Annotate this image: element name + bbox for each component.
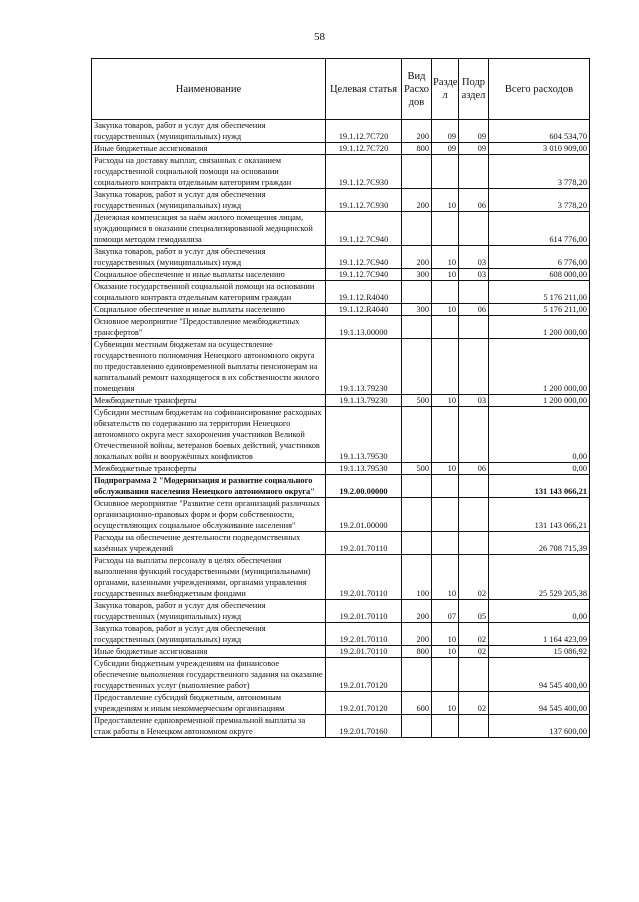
table-row	[92, 623, 590, 646]
cell-amount: 3 010 909,00	[489, 143, 590, 155]
cell-target: 19.1.12.7C720	[326, 143, 402, 155]
cell-target: 19.2.01.00000	[326, 498, 402, 532]
table-row	[92, 246, 590, 269]
header-type: Вид Расхо дов	[402, 59, 432, 120]
cell-amount: 94 545 400,00	[489, 658, 590, 692]
cell-amount: 608 000,00	[489, 269, 590, 281]
cell-name: Закупка товаров, работ и услуг для обеспечения государственных (муниципальных) нужд	[92, 600, 326, 623]
table-body	[92, 120, 590, 738]
cell-section: 10	[432, 246, 459, 269]
cell-section: 10	[432, 269, 459, 281]
cell-target: 19.1.12.R4040	[326, 281, 402, 304]
cell-type: 200	[402, 623, 432, 646]
cell-subsection: 02	[459, 692, 489, 715]
cell-type	[402, 316, 432, 339]
cell-section: 09	[432, 120, 459, 143]
cell-section: 10	[432, 646, 459, 658]
cell-name: Закупка товаров, работ и услуг для обеспечения государственных (муниципальных) нужд	[92, 246, 326, 269]
cell-amount: 604 534,70	[489, 120, 590, 143]
cell-target: 19.1.13.79230	[326, 395, 402, 407]
cell-target: 19.2.01.70110	[326, 555, 402, 600]
cell-type: 800	[402, 143, 432, 155]
table-row	[92, 281, 590, 304]
cell-section: 10	[432, 395, 459, 407]
cell-type	[402, 658, 432, 692]
cell-name: Иные бюджетные ассигнования	[92, 143, 326, 155]
cell-amount: 0,00	[489, 600, 590, 623]
cell-type: 800	[402, 646, 432, 658]
header-subsection: Подр аздел	[459, 59, 489, 120]
cell-amount: 1 200 000,00	[489, 395, 590, 407]
cell-target: 19.1.12.R4040	[326, 304, 402, 316]
header-total: Всего расходов	[489, 59, 590, 120]
cell-amount: 94 545 400,00	[489, 692, 590, 715]
cell-target: 19.1.13.79530	[326, 463, 402, 475]
cell-target: 19.1.13.79230	[326, 339, 402, 395]
cell-name: Субсидии местным бюджетам на софинансирование расходных обязательств по содержанию на территории Ненецкого автономного округа мест захоронения участников Великой Отечественной войны, ветеранов боевых действий, участников локальных войн и вооружённых конфликтов	[92, 407, 326, 463]
cell-section	[432, 316, 459, 339]
cell-section	[432, 212, 459, 246]
cell-name: Оказание государственной социальной помощи на основании социального контракта отдельным категориям граждан	[92, 281, 326, 304]
cell-section: 10	[432, 623, 459, 646]
cell-amount: 15 086,92	[489, 646, 590, 658]
table-row	[92, 463, 590, 475]
table-row	[92, 475, 590, 498]
table-row	[92, 269, 590, 281]
cell-subsection	[459, 532, 489, 555]
cell-name: Субвенции местным бюджетам на осуществление государственного полномочия Ненецкого автономного округа по предоставлению единовременной выплаты пенсионерам на капитальный ремонт находящегося в их собственности жилого помещения	[92, 339, 326, 395]
cell-name: Основное мероприятие "Предоставление межбюджетных трансфертов"	[92, 316, 326, 339]
cell-type	[402, 281, 432, 304]
table-header-row	[92, 59, 590, 120]
cell-subsection	[459, 498, 489, 532]
table-row	[92, 120, 590, 143]
cell-target: 19.2.01.70110	[326, 600, 402, 623]
cell-subsection: 06	[459, 189, 489, 212]
cell-subsection: 06	[459, 304, 489, 316]
cell-name: Основное мероприятие "Развитие сети организаций различных организационно-правовых форм и форм собственности, осуществляющих социальное обслуживание населения"	[92, 498, 326, 532]
cell-subsection	[459, 658, 489, 692]
cell-type: 200	[402, 600, 432, 623]
table-row	[92, 155, 590, 189]
cell-type	[402, 475, 432, 498]
table-row	[92, 189, 590, 212]
table-row	[92, 658, 590, 692]
cell-target: 19.2.01.70160	[326, 715, 402, 738]
table-row	[92, 316, 590, 339]
cell-subsection	[459, 281, 489, 304]
cell-subsection: 02	[459, 555, 489, 600]
cell-subsection: 06	[459, 463, 489, 475]
cell-name: Иные бюджетные ассигнования	[92, 646, 326, 658]
cell-type	[402, 155, 432, 189]
cell-name: Межбюджетные трансферты	[92, 463, 326, 475]
table-row	[92, 498, 590, 532]
table-row	[92, 395, 590, 407]
cell-subsection: 03	[459, 395, 489, 407]
cell-target: 19.1.12.7C930	[326, 189, 402, 212]
cell-target: 19.1.13.00000	[326, 316, 402, 339]
cell-amount: 137 600,00	[489, 715, 590, 738]
cell-type: 200	[402, 120, 432, 143]
cell-subsection	[459, 316, 489, 339]
cell-target: 19.2.01.70120	[326, 692, 402, 715]
cell-name: Подпрограмма 2 "Модернизация и развитие социального обслуживания населения Ненецкого автономного округа"	[92, 475, 326, 498]
cell-type: 300	[402, 269, 432, 281]
table-row	[92, 646, 590, 658]
cell-section	[432, 532, 459, 555]
cell-section: 07	[432, 600, 459, 623]
cell-subsection	[459, 475, 489, 498]
cell-type	[402, 532, 432, 555]
cell-subsection: 02	[459, 646, 489, 658]
table-row	[92, 555, 590, 600]
cell-type	[402, 212, 432, 246]
cell-target: 19.1.12.7C940	[326, 212, 402, 246]
cell-name: Расходы на выплаты персоналу в целях обеспечения выполнения функций государственными (муниципальными) органами, казенными учреждениями, органами управления государственных внебюджетным фондами	[92, 555, 326, 600]
cell-type: 500	[402, 395, 432, 407]
cell-amount: 0,00	[489, 407, 590, 463]
cell-type: 200	[402, 246, 432, 269]
cell-subsection: 09	[459, 120, 489, 143]
cell-target: 19.2.01.70110	[326, 623, 402, 646]
cell-section	[432, 715, 459, 738]
cell-subsection	[459, 715, 489, 738]
header-target: Целевая статья	[326, 59, 402, 120]
table-row	[92, 304, 590, 316]
cell-subsection: 03	[459, 269, 489, 281]
cell-type: 500	[402, 463, 432, 475]
cell-name: Закупка товаров, работ и услуг для обеспечения государственных (муниципальных) нужд	[92, 189, 326, 212]
cell-target: 19.2.00.00000	[326, 475, 402, 498]
table-row	[92, 692, 590, 715]
cell-section	[432, 407, 459, 463]
cell-type: 600	[402, 692, 432, 715]
cell-subsection	[459, 407, 489, 463]
cell-target: 19.1.13.79530	[326, 407, 402, 463]
cell-amount: 1 200 000,00	[489, 339, 590, 395]
cell-amount: 6 776,00	[489, 246, 590, 269]
cell-section	[432, 498, 459, 532]
cell-amount: 3 778,20	[489, 155, 590, 189]
cell-amount: 5 176 211,00	[489, 281, 590, 304]
cell-section	[432, 339, 459, 395]
cell-type	[402, 498, 432, 532]
cell-section	[432, 155, 459, 189]
cell-name: Предоставление единовременной премиальной выплаты за стаж работы в Ненецком автономном округе	[92, 715, 326, 738]
cell-section: 10	[432, 304, 459, 316]
table-row	[92, 407, 590, 463]
cell-type	[402, 339, 432, 395]
cell-name: Расходы на обеспечение деятельности подведомственных казённых учреждений	[92, 532, 326, 555]
cell-type	[402, 407, 432, 463]
cell-type: 200	[402, 189, 432, 212]
cell-name: Межбюджетные трансферты	[92, 395, 326, 407]
cell-name: Закупка товаров, работ и услуг для обеспечения государственных (муниципальных) нужд	[92, 623, 326, 646]
table-row	[92, 339, 590, 395]
cell-target: 19.1.12.7C940	[326, 269, 402, 281]
cell-amount: 1 200 000,00	[489, 316, 590, 339]
cell-section: 10	[432, 555, 459, 600]
cell-subsection: 03	[459, 246, 489, 269]
cell-subsection: 09	[459, 143, 489, 155]
cell-target: 19.2.01.70110	[326, 532, 402, 555]
cell-name: Закупка товаров, работ и услуг для обеспечения государственных (муниципальных) нужд	[92, 120, 326, 143]
header-name: Наименование	[92, 59, 326, 120]
cell-name: Предоставление субсидий бюджетным, автономным учреждениям и иным некоммерческим организациям	[92, 692, 326, 715]
cell-type: 100	[402, 555, 432, 600]
cell-amount: 3 778,20	[489, 189, 590, 212]
cell-subsection: 05	[459, 600, 489, 623]
table-row	[92, 143, 590, 155]
cell-name: Субсидии бюджетным учреждениям на финансовое обеспечение выполнения государственного задания на оказание государственных услуг (выполнение работ)	[92, 658, 326, 692]
cell-subsection: 02	[459, 623, 489, 646]
cell-amount: 1 164 423,09	[489, 623, 590, 646]
cell-amount: 131 143 066,21	[489, 498, 590, 532]
cell-section	[432, 658, 459, 692]
cell-section: 10	[432, 189, 459, 212]
cell-type: 300	[402, 304, 432, 316]
page-number: 58	[314, 31, 325, 43]
cell-target: 19.1.12.7C940	[326, 246, 402, 269]
cell-subsection	[459, 212, 489, 246]
cell-subsection	[459, 339, 489, 395]
cell-name: Социальное обеспечение и иные выплаты населению	[92, 304, 326, 316]
cell-amount: 25 529 205,38	[489, 555, 590, 600]
cell-name: Социальное обеспечение и иные выплаты населению	[92, 269, 326, 281]
cell-target: 19.2.01.70120	[326, 658, 402, 692]
cell-target: 19.1.12.7C720	[326, 120, 402, 143]
table-row	[92, 600, 590, 623]
cell-amount: 614 776,00	[489, 212, 590, 246]
table-row	[92, 532, 590, 555]
cell-amount: 26 708 715,39	[489, 532, 590, 555]
cell-section	[432, 281, 459, 304]
cell-target: 19.1.12.7C930	[326, 155, 402, 189]
cell-amount: 131 143 066,21	[489, 475, 590, 498]
cell-subsection	[459, 155, 489, 189]
cell-target: 19.2.01.70110	[326, 646, 402, 658]
cell-section	[432, 475, 459, 498]
cell-section: 09	[432, 143, 459, 155]
cell-amount: 5 176 211,00	[489, 304, 590, 316]
budget-table	[91, 58, 590, 738]
cell-amount: 0,00	[489, 463, 590, 475]
table-row	[92, 715, 590, 738]
header-section: Разде л	[432, 59, 459, 120]
table-row	[92, 212, 590, 246]
cell-section: 10	[432, 463, 459, 475]
cell-name: Расходы на доставку выплат, связанных с оказанием государственной социальной помощи на основании социального контракта отдельным категориям граждан	[92, 155, 326, 189]
cell-section: 10	[432, 692, 459, 715]
cell-name: Денежная компенсация за наём жилого помещения лицам, нуждающимся в оказании специализированной медицинской помощи методом гемодиализа	[92, 212, 326, 246]
cell-type	[402, 715, 432, 738]
